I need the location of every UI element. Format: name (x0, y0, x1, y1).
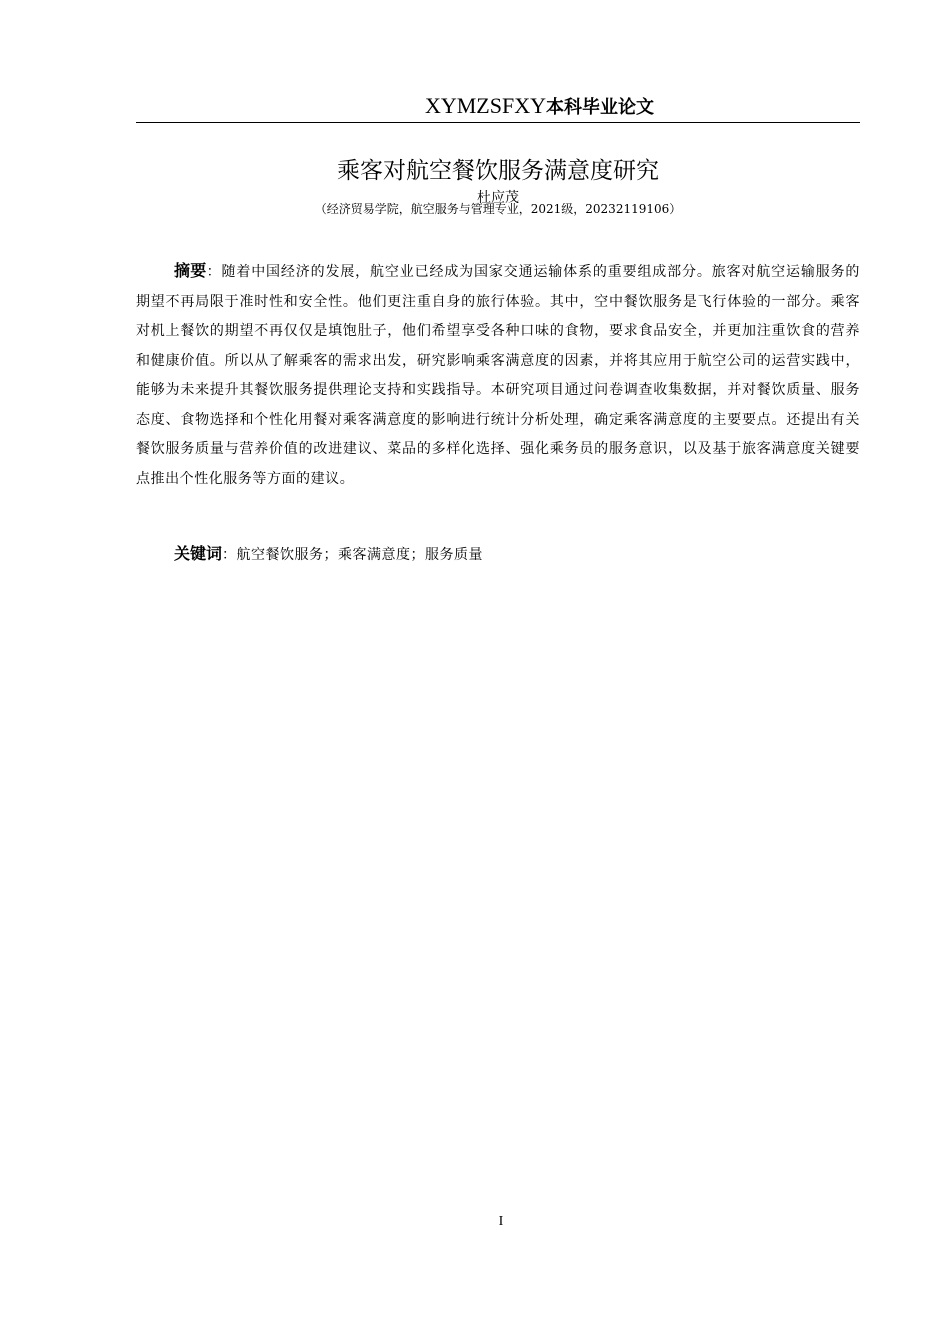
paper-title: 乘客对航空餐饮服务满意度研究 (337, 158, 659, 184)
abstract-text: 随着中国经济的发展，航空业已经成为国家交通运输体系的重要组成部分。旅客对航空运输服务的期望不再局限于准时性和安全性。他们更注重自身的旅行体验。其中，空中餐饮服务是飞行体验的一部分。乘客对机上餐饮的期望不再仅仅是填饱肚子，他们希望享受各种口味的食物，要求食品安全，并更加注重饮食的营养和健康价值。所以从了解乘客的需求出发，研究影响乘客满意度的因素，并将其应用于航空公司的运营实践中，能够为未来提升其餐饮服务提供理论支持和实践指导。本研究项目通过问卷调查收集数据，并对餐饮质量、服务态度、食物选择和个性化用餐对乘客满意度的影响进行统计分析处理，确定乘客满意度的主要要点。还提出有关餐饮服务质量与营养价值的改进建议、菜品的多样化选择、强化乘务员的服务意识，以及基于旅客满意度关键要点推出个性化服务等方面的建议。 (136, 264, 860, 487)
author-name: 杜应茂 (477, 190, 519, 206)
keywords-label: 关键词 (174, 544, 223, 563)
abstract-label: 摘要 (174, 261, 207, 280)
keywords (174, 541, 483, 568)
header-text (425, 92, 654, 122)
header-school-code: XYMZSFXY (424, 93, 546, 118)
page-number: I (498, 1214, 504, 1229)
keywords-text: 航空餐饮服务；乘客满意度；服务质量 (236, 547, 484, 563)
author-affiliation: （经济贸易学院，航空服务与管理专业，2021级，20232119106） (314, 202, 682, 216)
page-header (136, 92, 860, 123)
abstract-separator: ： (206, 264, 222, 280)
keywords-separator: ： (222, 547, 237, 563)
abstract (136, 256, 860, 494)
header-thesis-label: 本科毕业论文 (546, 97, 654, 118)
